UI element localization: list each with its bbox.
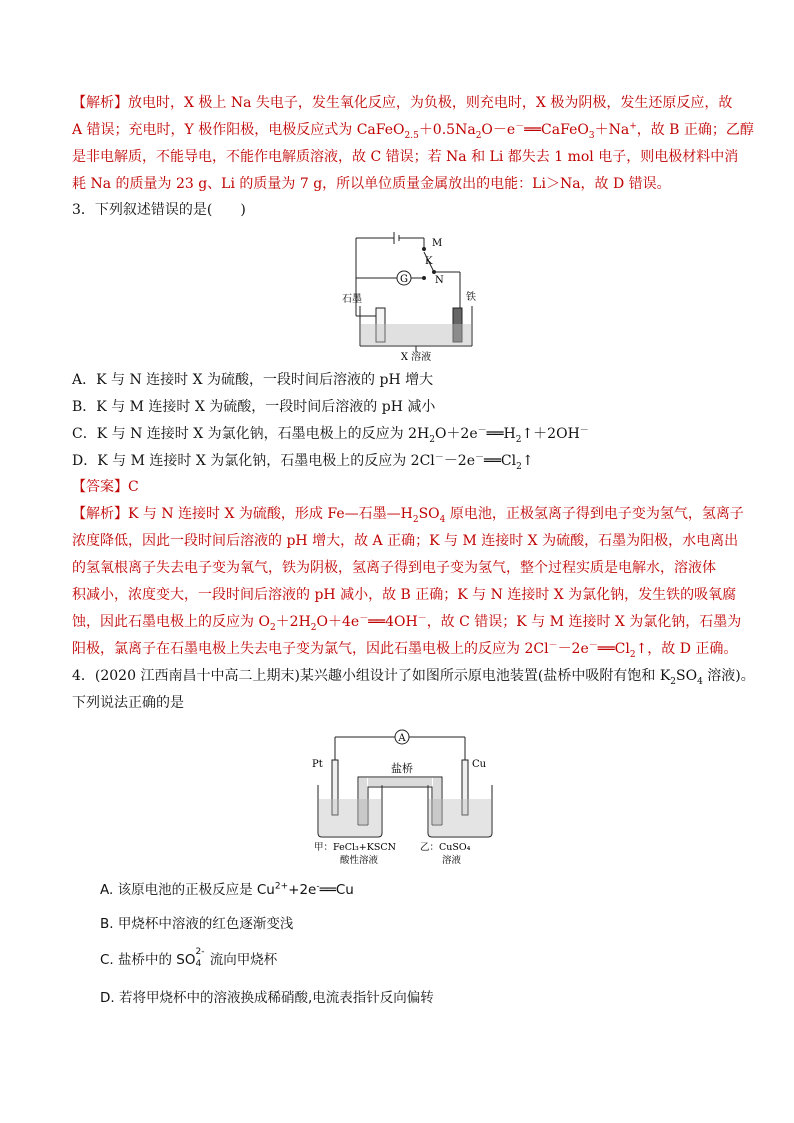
ammeter-label: A	[398, 733, 406, 744]
q3-electrolysis-figure	[336, 228, 496, 363]
beaker-b-label-1: 乙：CuSO₄	[420, 842, 471, 853]
q4-option-a: A. 该原电池的正极反应是 $Cu^{2+}+2e^-══Cu$	[100, 881, 354, 898]
beaker-a-label-2: 酸性溶液	[340, 855, 379, 866]
q3-analysis-line-4: 积减小，浓度变大，一段时间后溶液的 pH 减小，故 B 正确；K 与 N 连接时 X 为氯化钠，发生铁的吸氧腐	[72, 587, 737, 603]
graphite-label: 石墨	[342, 294, 362, 305]
q4-stem-line-1: 4．(2020 江西南昌十中高二上期末)某兴趣小组设计了如图所示原电池装置(盐桥中吸附有饱和 $K_2SO_4$ 溶液)。	[72, 668, 755, 687]
q3-stem: 3．下列叙述错误的是( )	[72, 202, 246, 218]
q2-analysis-line-3: 是非电解质，不能导电，不能作电解质溶液，故 C 错误；若 Na 和 Li 都失去 1 mol 电子，则电极材料中消	[72, 149, 739, 165]
cu-label: Cu	[472, 759, 487, 770]
q4-option-b: B. 甲烧杯中溶液的红色逐渐变浅	[100, 916, 294, 932]
beaker-b-label-2: 溶液	[442, 855, 462, 866]
q3-analysis-line-6: 阳极，氯离子在石墨电极上失去电子变为氯气，因此石墨电极上的反应为 $2Cl^--2e^-══Cl_2↑$，故 D 正确。	[72, 640, 738, 660]
q4-option-d: D. 若将甲烧杯中的溶液换成稀硝酸,电流表指针反向偏转	[100, 990, 434, 1006]
q3-option-a: A．K 与 N 连接时 X 为硫酸，一段时间后溶液的 pH 增大	[72, 372, 434, 388]
switch-m-label: M	[432, 238, 443, 249]
analysis-tag: 【解析】	[72, 95, 128, 111]
q2-analysis-line-2: A 错误；充电时，Y 极作阳极，电极反应式为 $CaFeO_{2.5}+0.5Na_2O-e^-══CaFeO_3+Na^+$，故 B 正确；乙醇	[72, 121, 754, 141]
q3-answer: 【答案】C	[72, 479, 139, 495]
q3-analysis-line-1: 【解析】K 与 N 连接时 X 为硫酸，形成 Fe—石墨$—H_2SO_4$ 原电池，正极氢离子得到电子变为氢气，氢离子	[72, 506, 744, 525]
q3-option-d: D．K 与 M 连接时 X 为氯化钠，石墨电极上的反应为 $2Cl^--2e^-══Cl_2↑$	[72, 452, 534, 472]
pt-label: Pt	[312, 759, 323, 770]
q2-analysis-line-4: 耗 Na 的质量为 23 g、Li 的质量为 7 g，所以单位质量金属放出的电能：Li＞Na，故 D 错误。	[72, 176, 671, 192]
q3-option-b: B．K 与 M 连接时 X 为硫酸，一段时间后溶液的 pH 减小	[72, 399, 436, 415]
salt-bridge-label: 盐桥	[391, 762, 413, 775]
q4-stem-line-2: 下列说法正确的是	[72, 695, 184, 711]
switch-n-label: N	[435, 275, 444, 286]
switch-k-label: K	[425, 256, 433, 267]
q2-analysis-line-1: 【解析】放电时，X 极上 Na 失电子，发生氧化反应，为负极，则充电时，X 极为阴极，发生还原反应，故	[72, 95, 733, 111]
q4-galvanic-cell-figure	[310, 725, 500, 870]
q3-option-c: C．K 与 N 连接时 X 为氯化钠，石墨电极上的反应为 $2H_2O+2e^-══H_2↑+2OH^-$	[72, 425, 589, 445]
q3-analysis-line-2: 浓度降低，因此一段时间后溶液的 pH 增大，故 A 正确；K 与 M 连接时 X 为硫酸，石墨为阳极，水电离出	[72, 533, 739, 549]
q3-analysis-line-5: 蚀，因此石墨电极上的反应为 $O_2+2H_2O+4e^-══4OH^-$，故 C 错误；K 与 M 连接时 X 为氯化钠，石墨为	[72, 613, 742, 633]
q4-option-c: C. 盐桥中的 SO 2- 4 流向甲烧杯	[100, 947, 278, 969]
beaker-a-label-1: 甲：FeCl₃+KSCN	[314, 842, 396, 853]
q3-analysis-line-3: 的氢氧根离子失去电子变为氧气，铁为阴极，氢离子得到电子变为氢气，整个过程实质是电解水，溶液体	[72, 560, 716, 576]
galvanometer-label: G	[400, 274, 408, 285]
solution-label: X 溶液	[400, 352, 432, 363]
iron-label: 铁	[466, 292, 476, 303]
